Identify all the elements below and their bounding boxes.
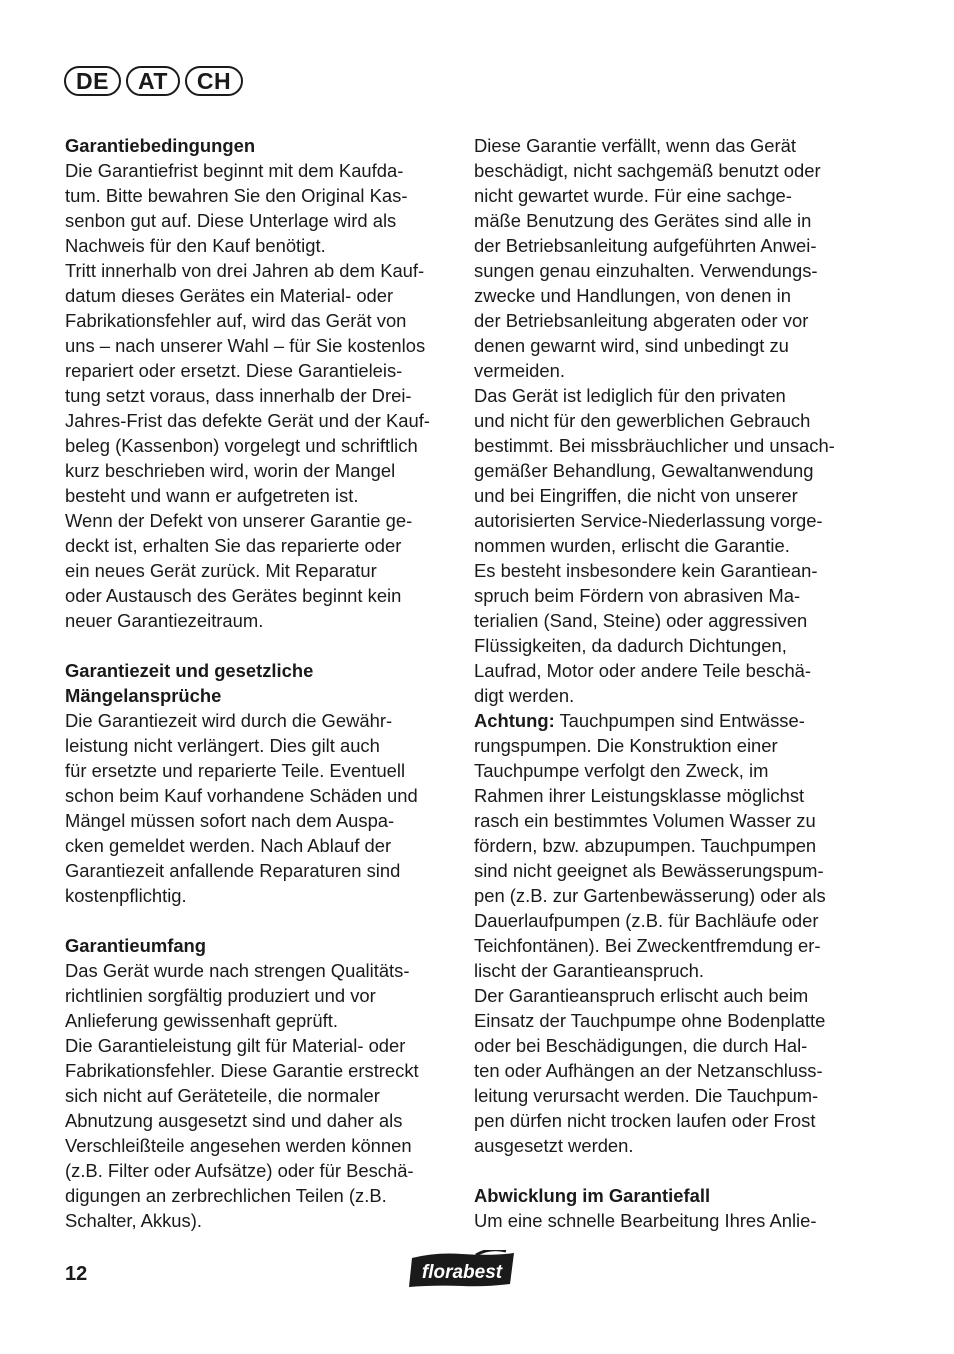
text-line: spruch beim Fördern von abrasiven Ma-: [474, 585, 801, 606]
paragraph-gap: [474, 1158, 864, 1183]
text-line: zwecke und Handlungen, von denen in: [474, 285, 791, 306]
text-line: leistung nicht verlängert. Dies gilt auch: [65, 735, 380, 756]
text-line: Tritt innerhalb von drei Jahren ab dem Kauf-: [65, 260, 425, 281]
text-line: leitung verursacht werden. Die Tauchpum-: [474, 1085, 819, 1106]
text-line: pen (z.B. zur Gartenbewässerung) oder als: [474, 885, 826, 906]
text-line: terialien (Sand, Steine) oder aggressiven: [474, 610, 808, 631]
text-line: bestimmt. Bei missbräuchlicher und unsach-: [474, 435, 835, 456]
text-line: ein neues Gerät zurück. Mit Reparatur: [65, 560, 377, 581]
page-number: 12: [65, 1263, 88, 1285]
text-line: repariert oder ersetzt. Diese Garantieleis-: [65, 360, 403, 381]
text-line: (z.B. Filter oder Aufsätze) oder für Beschä-: [65, 1160, 414, 1181]
florabest-logo: [406, 1250, 518, 1290]
text-line: lischt der Garantieanspruch.: [474, 960, 704, 981]
text-line: Flüssigkeiten, da dadurch Dichtungen,: [474, 635, 787, 656]
text-line: datum dieses Gerätes ein Material- oder: [65, 285, 394, 306]
text-line: Die Garantieleistung gilt für Material- oder: [65, 1035, 406, 1056]
text-line: denen gewarnt wird, sind unbedingt zu: [474, 335, 789, 356]
text-line: Garantiezeit anfallende Reparaturen sind: [65, 860, 401, 881]
country-badge-ch: CH: [185, 66, 243, 96]
section-heading: Mängelansprüche: [65, 685, 222, 706]
text-line: digt werden.: [474, 685, 575, 706]
text-line: Es besteht insbesondere kein Garantiean-: [474, 560, 818, 581]
text-line: Dauerlaufpumpen (z.B. für Bachläufe oder: [474, 910, 819, 931]
text-line: Nachweis für den Kauf benötigt.: [65, 235, 326, 256]
text-line: deckt ist, erhalten Sie das reparierte oder: [65, 535, 402, 556]
text-line: Die Garantiezeit wird durch die Gewähr-: [65, 710, 393, 731]
text-line: für ersetzte und reparierte Teile. Eventuell: [65, 760, 406, 781]
text-line: beleg (Kassenbon) vorgelegt und schriftlich: [65, 435, 418, 456]
inline-bold-label: Achtung:: [474, 710, 555, 731]
text-line: rasch ein bestimmtes Volumen Wasser zu: [474, 810, 816, 831]
text-line: ausgesetzt werden.: [474, 1135, 634, 1156]
text-line: uns – nach unserer Wahl – für Sie kostenlos: [65, 335, 426, 356]
text-line: oder bei Beschädigungen, die durch Hal-: [474, 1035, 808, 1056]
text-line: Das Gerät wurde nach strengen Qualitäts-: [65, 960, 410, 981]
text-line: tung setzt voraus, dass innerhalb der Drei-: [65, 385, 412, 406]
text-line: Das Gerät ist lediglich für den privaten: [474, 385, 786, 406]
text-line: Verschleißteile angesehen werden können: [65, 1135, 412, 1156]
text-line: der Betriebsanleitung aufgeführten Anwei-: [474, 235, 817, 256]
paragraph-gap: [65, 633, 450, 658]
text-line: Jahres-Frist das defekte Gerät und der Kauf-: [65, 410, 430, 431]
text-line: vermeiden.: [474, 360, 565, 381]
text-line: besteht und wann er aufgetreten ist.: [65, 485, 359, 506]
text-line: autorisierten Service-Niederlassung vorge-: [474, 510, 823, 531]
text-line: [474, 708, 864, 733]
text-line: Anlieferung gewissenhaft geprüft.: [65, 1010, 338, 1031]
text-line: Der Garantieanspruch erlischt auch beim: [474, 985, 809, 1006]
text-line: und nicht für den gewerblichen Gebrauch: [474, 410, 811, 431]
text-line: Diese Garantie verfällt, wenn das Gerät: [474, 135, 796, 156]
text-line: cken gemeldet werden. Nach Ablauf der: [65, 835, 392, 856]
text-line: neuer Garantiezeitraum.: [65, 610, 264, 631]
text-line: sungen genau einzuhalten. Verwendungs-: [474, 260, 818, 281]
text-line: Teichfontänen). Bei Zweckentfremdung er-: [474, 935, 821, 956]
text-line: sich nicht auf Geräteteile, die normaler: [65, 1085, 380, 1106]
country-badge-at: AT: [126, 66, 180, 96]
left-column: [65, 133, 450, 1233]
text-line: richtlinien sorgfältig produziert und vor: [65, 985, 376, 1006]
text-line: Mängel müssen sofort nach dem Auspa-: [65, 810, 395, 831]
text-line: kostenpflichtig.: [65, 885, 187, 906]
inline-text: Tauchpumpen sind Entwässe-: [554, 710, 805, 731]
text-line: nicht gewartet wurde. Für eine sachge-: [474, 185, 792, 206]
text-line: Die Garantiefrist beginnt mit dem Kaufda-: [65, 160, 404, 181]
text-line: ten oder Aufhängen an der Netzanschluss-: [474, 1060, 823, 1081]
text-line: Tauchpumpe verfolgt den Zweck, im: [474, 760, 769, 781]
text-line: Laufrad, Motor oder andere Teile beschä-: [474, 660, 812, 681]
text-line: tum. Bitte bewahren Sie den Original Kas-: [65, 185, 408, 206]
text-line: fördern, bzw. abzupumpen. Tauchpumpen: [474, 835, 817, 856]
text-line: senbon gut auf. Diese Unterlage wird als: [65, 210, 397, 231]
text-line: Rahmen ihrer Leistungsklasse möglichst: [474, 785, 805, 806]
text-line: mäße Benutzung des Gerätes sind alle in: [474, 210, 812, 231]
logo-text: florabest: [421, 1262, 503, 1283]
paragraph-gap: [65, 908, 450, 933]
text-line: Schalter, Akkus).: [65, 1210, 202, 1231]
section-heading: Garantieumfang: [65, 935, 207, 956]
text-line: rungspumpen. Die Konstruktion einer: [474, 735, 778, 756]
text-line: sind nicht geeignet als Bewässerungspum-: [474, 860, 824, 881]
text-line: gemäßer Behandlung, Gewaltanwendung: [474, 460, 814, 481]
text-line: pen dürfen nicht trocken laufen oder Frost: [474, 1110, 816, 1131]
country-badge-de: DE: [64, 66, 121, 96]
text-line: beschädigt, nicht sachgemäß benutzt oder: [474, 160, 821, 181]
text-line: schon beim Kauf vorhandene Schäden und: [65, 785, 418, 806]
text-line: nommen wurden, erlischt die Garantie.: [474, 535, 790, 556]
text-line: Fabrikationsfehler auf, wird das Gerät von: [65, 310, 407, 331]
text-line: Um eine schnelle Bearbeitung Ihres Anlie-: [474, 1210, 817, 1231]
text-line: digungen an zerbrechlichen Teilen (z.B.: [65, 1185, 387, 1206]
country-badges: [64, 66, 243, 96]
text-line: Wenn der Defekt von unserer Garantie ge-: [65, 510, 413, 531]
text-line: kurz beschrieben wird, worin der Mangel: [65, 460, 396, 481]
right-column: [474, 133, 864, 1233]
section-heading: Abwicklung im Garantiefall: [474, 1185, 711, 1206]
text-line: der Betriebsanleitung abgeraten oder vor: [474, 310, 809, 331]
section-heading: Garantiebedingungen: [65, 135, 256, 156]
logo-leaf-stroke: [476, 1250, 506, 1255]
text-line: Fabrikationsfehler. Diese Garantie erstreckt: [65, 1060, 419, 1081]
text-line: und bei Eingriffen, die nicht von unserer: [474, 485, 798, 506]
section-heading: Garantiezeit und gesetzliche: [65, 660, 314, 681]
text-line: Abnutzung ausgesetzt sind und daher als: [65, 1110, 403, 1131]
text-line: oder Austausch des Gerätes beginnt kein: [65, 585, 402, 606]
text-line: Einsatz der Tauchpumpe ohne Bodenplatte: [474, 1010, 826, 1031]
